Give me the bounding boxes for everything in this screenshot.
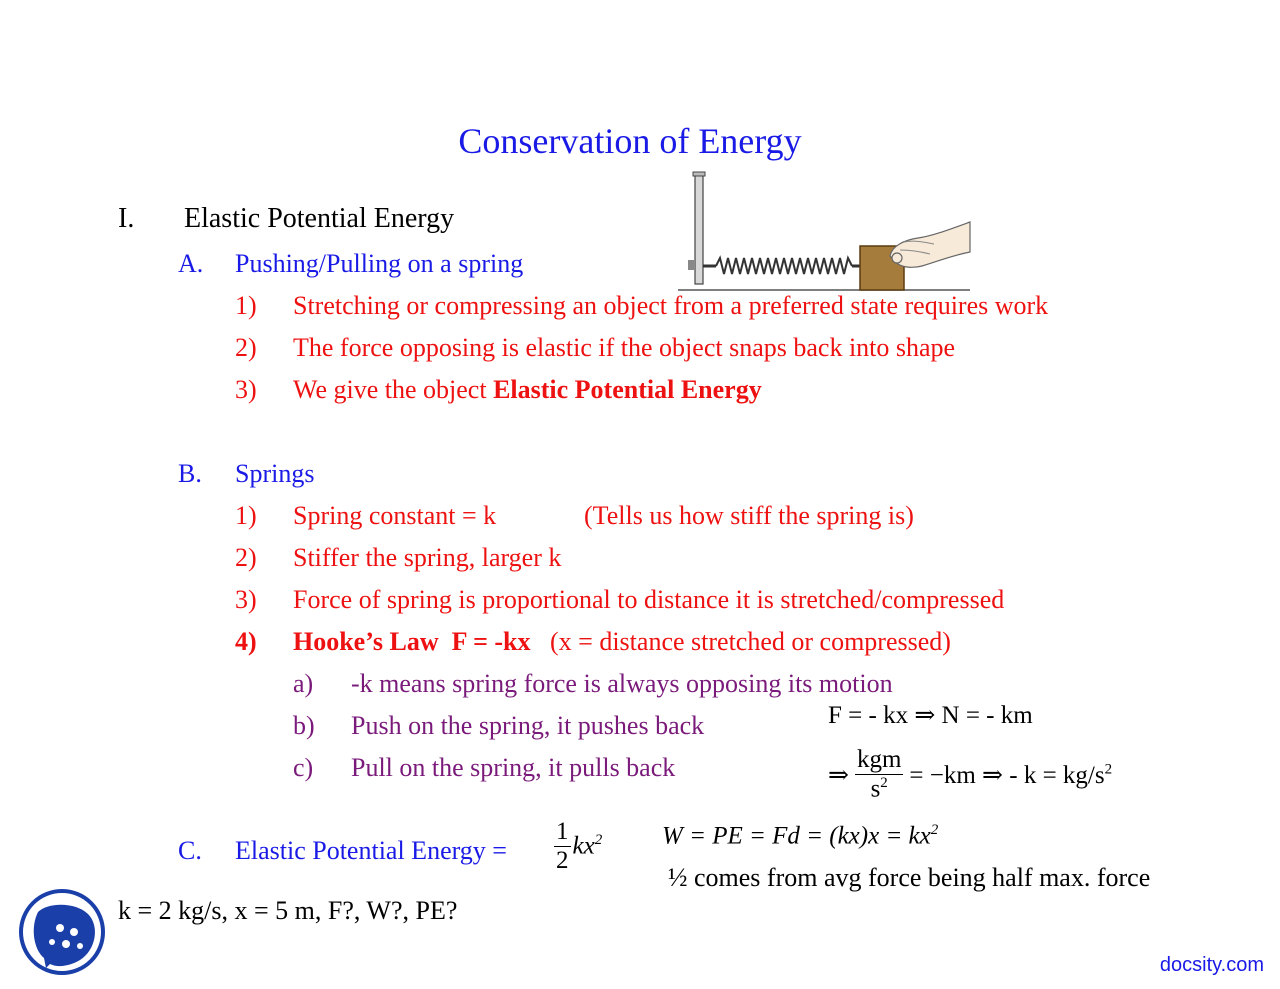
kx-squared: [573, 832, 603, 860]
units-equation-line1: F = - kx ⇒ N = - km: [828, 702, 1033, 729]
units-equation-rest: [909, 760, 1112, 790]
units-equation-line2: [828, 746, 1112, 803]
work-equation: [662, 822, 938, 850]
half-explanation: ½ comes from avg force being half max. force: [668, 863, 1151, 892]
part-b-item-number: 4): [235, 627, 257, 656]
part-b-item-text: Spring constant = k: [293, 501, 497, 530]
half-fraction: [554, 818, 571, 875]
kx-text: kx: [572, 832, 595, 860]
work-equation-exponent: 2: [930, 822, 939, 838]
elastic-pe-formula: [554, 818, 602, 875]
sub-item-text: Push on the spring, it pushes back: [351, 711, 705, 740]
units-fraction: [855, 746, 903, 803]
part-b-letter: B.: [178, 459, 202, 488]
hookes-law-label: Hooke’s Law: [293, 627, 439, 656]
sub-item-letter: a): [293, 669, 314, 698]
sub-item-letter: b): [293, 711, 315, 740]
sub-item-text: Pull on the spring, it pulls back: [351, 753, 676, 782]
section-number: I.: [118, 203, 135, 234]
rest-exponent: 2: [1104, 761, 1113, 778]
part-b-item-number: 3): [235, 585, 257, 614]
half-denominator: 2: [556, 847, 569, 874]
fraction-numerator: kgm: [856, 746, 902, 773]
part-a-item-number: 2): [235, 333, 257, 362]
kx-exponent: 2: [594, 832, 603, 849]
part-a-item-text: [293, 375, 762, 405]
part-a-item-number: 1): [235, 291, 257, 320]
part-a-letter: A.: [178, 249, 204, 278]
denominator-exponent: 2: [880, 775, 888, 791]
part-c-letter: C.: [178, 836, 202, 865]
implies-symbol: ⇒: [828, 761, 849, 789]
denominator-base: s: [870, 775, 881, 803]
part-a-item-text: The force opposing is elastic if the object snaps back into shape: [293, 333, 956, 362]
part-b-item-number: 1): [235, 501, 257, 530]
item-text-pre: We give the object: [293, 375, 494, 404]
part-b-item-text: Stiffer the spring, larger k: [293, 543, 562, 572]
half-numerator: 1: [556, 818, 569, 845]
hookes-law-note: (x = distance stretched or compressed): [550, 627, 951, 656]
spring-illustration: [678, 170, 974, 294]
page-title: Conservation of Energy: [458, 121, 802, 161]
fraction-denominator: [855, 775, 903, 803]
sub-item-letter: c): [293, 753, 314, 782]
part-b-item-number: 2): [235, 543, 257, 572]
section-heading: Elastic Potential Energy: [184, 203, 455, 234]
docsity-logo-icon: [18, 888, 106, 976]
hookes-law-formula: F = -kx: [451, 627, 531, 656]
item-text-bold: Elastic Potential Energy: [493, 375, 762, 404]
rest-text: = −km ⇒ - k = kg/s: [909, 761, 1105, 789]
part-a-item-text: Stretching or compressing an object from a preferred state requires work: [293, 291, 1049, 320]
part-a-heading: Pushing/Pulling on a spring: [235, 249, 524, 278]
part-b-heading: Springs: [235, 459, 315, 488]
part-a-item-number: 3): [235, 375, 257, 404]
practice-problem: k = 2 kg/s, x = 5 m, F?, W?, PE?: [118, 896, 458, 925]
work-equation-text: W = PE = Fd = (kx)x = kx: [662, 822, 931, 850]
docsity-link[interactable]: docsity.com: [1159, 954, 1264, 976]
part-b-item-text: Force of spring is proportional to distance it is stretched/compressed: [293, 585, 1005, 614]
part-b-item-note: (Tells us how stiff the spring is): [584, 501, 914, 530]
hookes-law-line: [293, 627, 951, 657]
sub-item-text: -k means spring force is always opposing its motion: [351, 669, 893, 698]
part-c-heading: Elastic Potential Energy =: [235, 836, 507, 865]
